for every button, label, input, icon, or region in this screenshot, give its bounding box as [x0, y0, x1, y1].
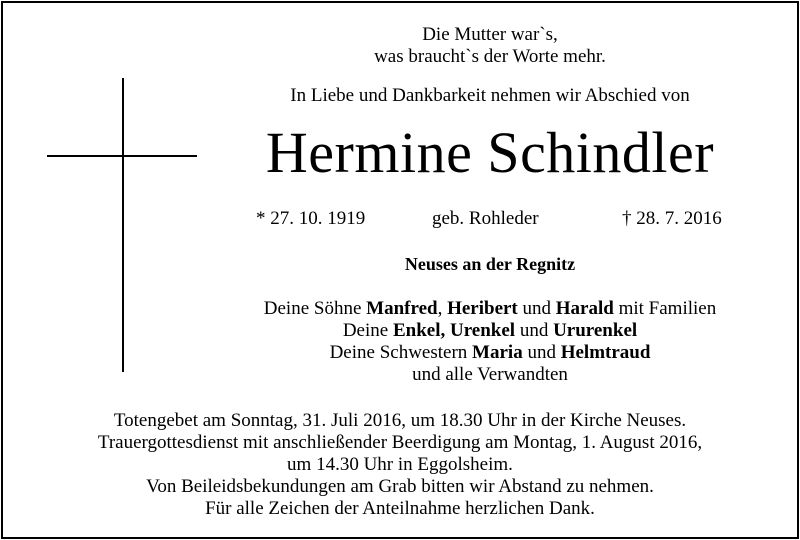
text-span: mit Familien: [613, 298, 717, 319]
motto: [250, 24, 730, 68]
footer-line-5: Für alle Zeichen der Anteilnahme herzlichen Dank.: [205, 498, 595, 519]
great-grandchildren-label: Ururenkel: [553, 320, 638, 341]
deceased-name: Hermine Schindler: [265, 120, 715, 185]
footer-line-3: um 14.30 Uhr in Eggolsheim.: [287, 454, 513, 475]
death-date: † 28. 7. 2016: [622, 208, 722, 229]
motto-line-2: was braucht`s der Worte mehr.: [374, 46, 606, 67]
maiden-name: geb. Rohleder: [432, 208, 539, 229]
service-info: [0, 410, 800, 520]
separator: und: [522, 342, 561, 363]
cross-icon-horizontal: [47, 155, 197, 157]
family-list: [230, 298, 750, 386]
place-name: Neuses an der Regnitz: [404, 254, 576, 274]
son-name: Harald: [555, 298, 614, 319]
footer-line-2: Trauergottesdienst mit anschließender Beerdigung am Montag, 1. August 2016,: [97, 432, 703, 453]
sister-name: Helmtraud: [560, 342, 651, 363]
family-line-sons: [230, 298, 750, 320]
text-span: Deine Söhne: [263, 298, 367, 319]
family-line-sisters: [230, 342, 750, 364]
separator: und: [517, 298, 556, 319]
footer-line-1: Totengebet am Sonntag, 31. Juli 2016, um 18.30 Uhr in der Kirche Neuses.: [113, 410, 687, 431]
text-span: Deine Schwestern: [329, 342, 473, 363]
sister-name: Maria: [472, 342, 523, 363]
cross-icon-vertical: [122, 78, 124, 372]
son-name: Heribert: [447, 298, 518, 319]
birth-date: * 27. 10. 1919: [256, 208, 366, 229]
separator: ,: [437, 298, 448, 319]
motto-line-1: Die Mutter war`s,: [422, 24, 558, 45]
son-name: Manfred: [366, 298, 438, 319]
family-line-relatives: und alle Verwandten: [412, 364, 568, 385]
family-line-grandchildren: [230, 320, 750, 342]
intro-text: In Liebe und Dankbarkeit nehmen wir Abschied von: [290, 85, 690, 106]
footer-line-4: Von Beileidsbekundungen am Grab bitten wir Abstand zu nehmen.: [146, 476, 654, 497]
grandchildren-label: Enkel, Urenkel: [392, 320, 516, 341]
text-span: Deine: [342, 320, 393, 341]
separator: und: [515, 320, 554, 341]
